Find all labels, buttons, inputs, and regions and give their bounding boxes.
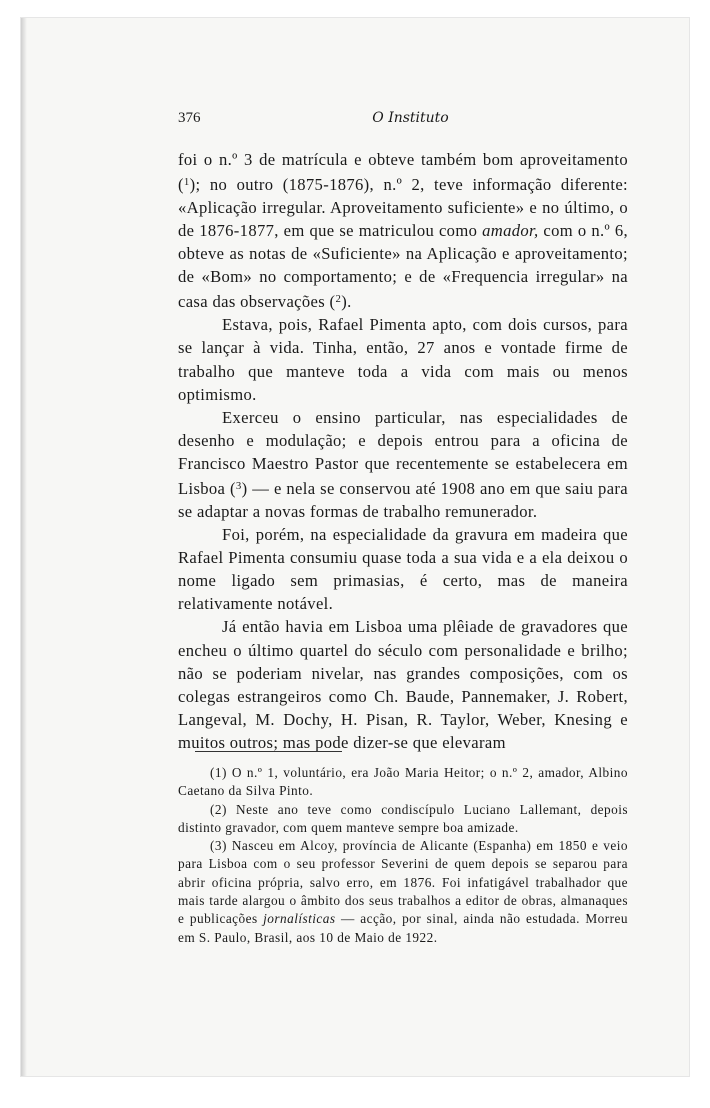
- paragraph-2: Estava, pois, Rafael Pimenta apto, com dois cursos, para se lançar à vida. Tinha, então, 27 anos e vontade firme de trabalho que manteve toda a vida com mais ou menos optimismo.: [178, 315, 628, 404]
- footnote-ref-1: 1: [183, 176, 190, 189]
- footnote-1-mark: (1): [210, 765, 227, 780]
- footnote-2-mark: (2): [210, 801, 227, 817]
- book-page: [20, 17, 690, 1077]
- footnote-3-mark: (3): [210, 838, 227, 854]
- footnote-2: (2) Neste ano teve como condiscípulo Luciano Lallemant, depois distinto gravador, com quem manteve sempre boa amizade.: [178, 801, 628, 835]
- footnote-1: (1) O n.º 1, voluntário, era João Maria Heitor; o n.º 2, amador, Albino Caetano da Silva Pinto.: [178, 765, 628, 799]
- footnote-ref-3: 3: [235, 480, 242, 492]
- paragraph-5: Já então havia em Lisboa uma plêiade de gravadores que encheu o último quartel do século com personalidade e brilho; não se poderiam nivelar, nas grandes composições, com os colegas estrangeiros como Ch. Baude, Pannemaker, J. Robert, Langeval, M. Dochy, H. Pisan, R. Taylor, Weber, Knesing e muitos outros; mas pode dizer-se que elevaram: [178, 617, 628, 752]
- footnote-rule: [195, 751, 342, 752]
- body-text: [178, 148, 628, 754]
- emphasis-jornalisticas: jornalísticas: [263, 911, 336, 927]
- footnote-ref-2: 2: [335, 293, 342, 306]
- emphasis-amador: amador,: [482, 221, 539, 241]
- page-edge-shadow: [21, 18, 27, 1076]
- paragraph-1: foi o n.º 3 de matrícula e obteve também bom aproveitamento ($^1$); no outro (1875-1876), n.º 2, teve informação diferente: «Aplicação irregular. Aproveitamento suficiente» e no último, o de 1876-1877, em que se matriculou como amador, com o n.º 6, obteve as notas de «Suficiente» na Aplicação e aproveitamento; de «Bom» no comportamento; e de «Frequencia irregular» na casa das observações ($^2$).: [178, 150, 628, 312]
- page-header: [178, 110, 643, 132]
- footnote-3: (3) Nasceu em Alcoy, província de Alicante (Espanha) em 1850 e veio para Lisboa com o seu professor Severini de quem depois se separou para abrir oficina própria, salvo erro, em 1876. Foi infatigável trabalhador que mais tarde alargou o âmbito dos seus trabalhos a editor de obras, almanaques e publicações jornalísticas — acção, por sinal, ainda não estudada. Morreu em S. Paulo, Brasil, aos 10 de Maio de 1922.: [178, 838, 628, 945]
- page-number: 376: [178, 110, 201, 126]
- paragraph-3: Exerceu o ensino particular, nas especialidades de desenho e modulação; e depois entrou para a oficina de Francisco Maestro Pastor que recentemente se estabelecera em Lisboa ($^3$) — e nela se conservou até 1908 ano em que saiu para se adaptar a novas formas de trabalho remunerador.: [178, 407, 628, 521]
- footnotes: [178, 764, 628, 947]
- paragraph-4: Foi, porém, na especialidade da gravura em madeira que Rafael Pimenta consumiu quase toda a sua vida e a ela deixou o nome ligado sem primasias, é certo, mas de maneira relativamente notável.: [178, 525, 628, 614]
- running-title: O Instituto: [372, 110, 449, 126]
